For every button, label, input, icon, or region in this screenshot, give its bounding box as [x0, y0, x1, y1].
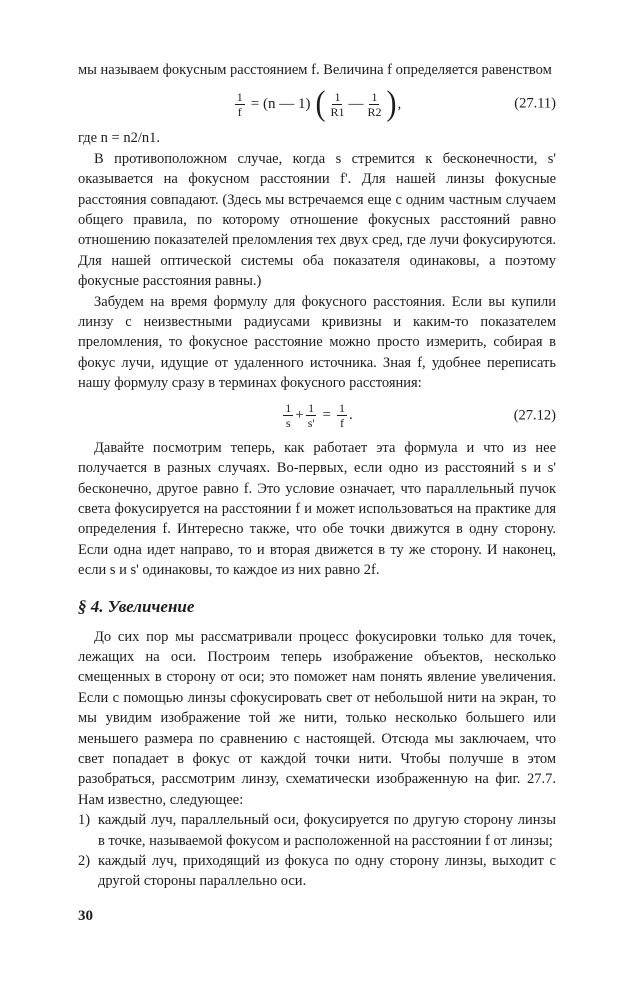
paragraph-3: Забудем на время формулу для фокусного расстояния. Если вы купили линзу с неизвестными радиусами кривизны и каким-то показателем преломления, то фокусное расстояние можно просто измерить, собирая в фокус лучи, идущие от удаленного источника. Зная f, удобнее переписать нашу формулу сразу в терминах фокусного расстояния: — [78, 293, 556, 392]
list-marker: 2) — [78, 853, 91, 869]
formula-tail: , — [397, 95, 402, 112]
right-paren: ) — [386, 84, 397, 123]
equals-sign: = — [322, 407, 332, 424]
numbered-list — [78, 810, 556, 892]
paragraph-1: мы называем фокусным расстоянием f. Величина f определяется равенством — [78, 62, 552, 78]
list-item-text: каждый луч, параллельный оси, фокусируется по другую сторону линзы в точке, называемой фокусом и расположенной на расстоянии f от линзы; — [98, 812, 556, 849]
formula-mid: = (n — 1) — [250, 95, 311, 112]
fraction-1-over-r1: $\frac{1}{R1}$ — [330, 89, 345, 119]
section-heading: § 4. Увеличение — [78, 596, 195, 616]
fraction-1-over-s: $\frac{1}{s}$ — [285, 401, 292, 431]
formula-27-11 — [78, 80, 556, 128]
list-marker: 1) — [78, 812, 91, 829]
plus-sign: + — [295, 407, 304, 424]
page-content — [78, 60, 556, 892]
paragraph-5: До сих пор мы рассматривали процесс фокусировки только для точек, лежащих на оси. Построим теперь изображение объектов, несколько смещенных в сторону от оси; это поможет нам понять явление увеличения. Если с помощью линзы сфокусировать свет от небольшой нити на экран, то мы увидим изображение той же нити, только несколько большего или меньшего размера по сравнению с настоящей. Отсюда мы заключаем, что свет попадает в фокус от каждой точки нити. Чтобы получше в этом разобраться, рассмотрим линзу, схематически изображенную на фиг. 27.7. Нам известно, следующее: — [78, 628, 556, 808]
paragraph-4: Давайте посмотрим теперь, как работает эта формула и что из нее получается в разных случаях. Во-первых, если одно из расстояний s и s' бесконечно, другое равно f. Это условие означает, что параллельный пучок света фокусируется на расстоянии f и может использоваться на практике для определения f. Интересно также, что обе точки движутся в одну сторону. Если одна идет направо, то и вторая движется в ту же сторону. И наконец, если s и s' одинаковы, то каждое из них равно 2f. — [78, 439, 556, 579]
list-item — [78, 851, 556, 892]
paragraph-2: В противоположном случае, когда s стремится к бесконечности, s' оказывается на фокусном расстоянии f'. Для нашей линзы фокусные расстояния совпадают. (Здесь мы встречаемся еще с одним частным случаем общего правила, по которому отношение фокусных расстояний равно отношению показателей преломления тех двух сред, где лучи фокусируются. Для нашей оптической системы оба показателя одинаковы, а поэтому фокусные расстояния равны.) — [78, 150, 556, 290]
equation-number-2: (27.12) — [513, 407, 556, 424]
where-line: где n = n2/n1. — [78, 130, 160, 147]
fraction-1-over-s-prime: $\frac{1}{s'}$ — [307, 401, 315, 431]
list-item — [78, 810, 556, 851]
equation-number: (27.11) — [514, 95, 556, 112]
minus-sign: — — [348, 95, 364, 112]
formula-tail-2: . — [349, 407, 353, 424]
fraction-1-over-f-2: $\frac{1}{f}$ — [339, 401, 346, 431]
fraction-1-over-f: $\frac{1}{f}$ — [236, 89, 243, 119]
fraction-1-over-r2: $\frac{1}{R2}$ — [367, 89, 382, 119]
formula-27-12 — [78, 394, 556, 438]
left-paren: ( — [315, 84, 326, 123]
page-number: 30 — [78, 908, 93, 924]
list-item-text: каждый луч, приходящий из фокуса по одну сторону линзы, выходит с другой стороны параллельно оси. — [98, 853, 556, 890]
